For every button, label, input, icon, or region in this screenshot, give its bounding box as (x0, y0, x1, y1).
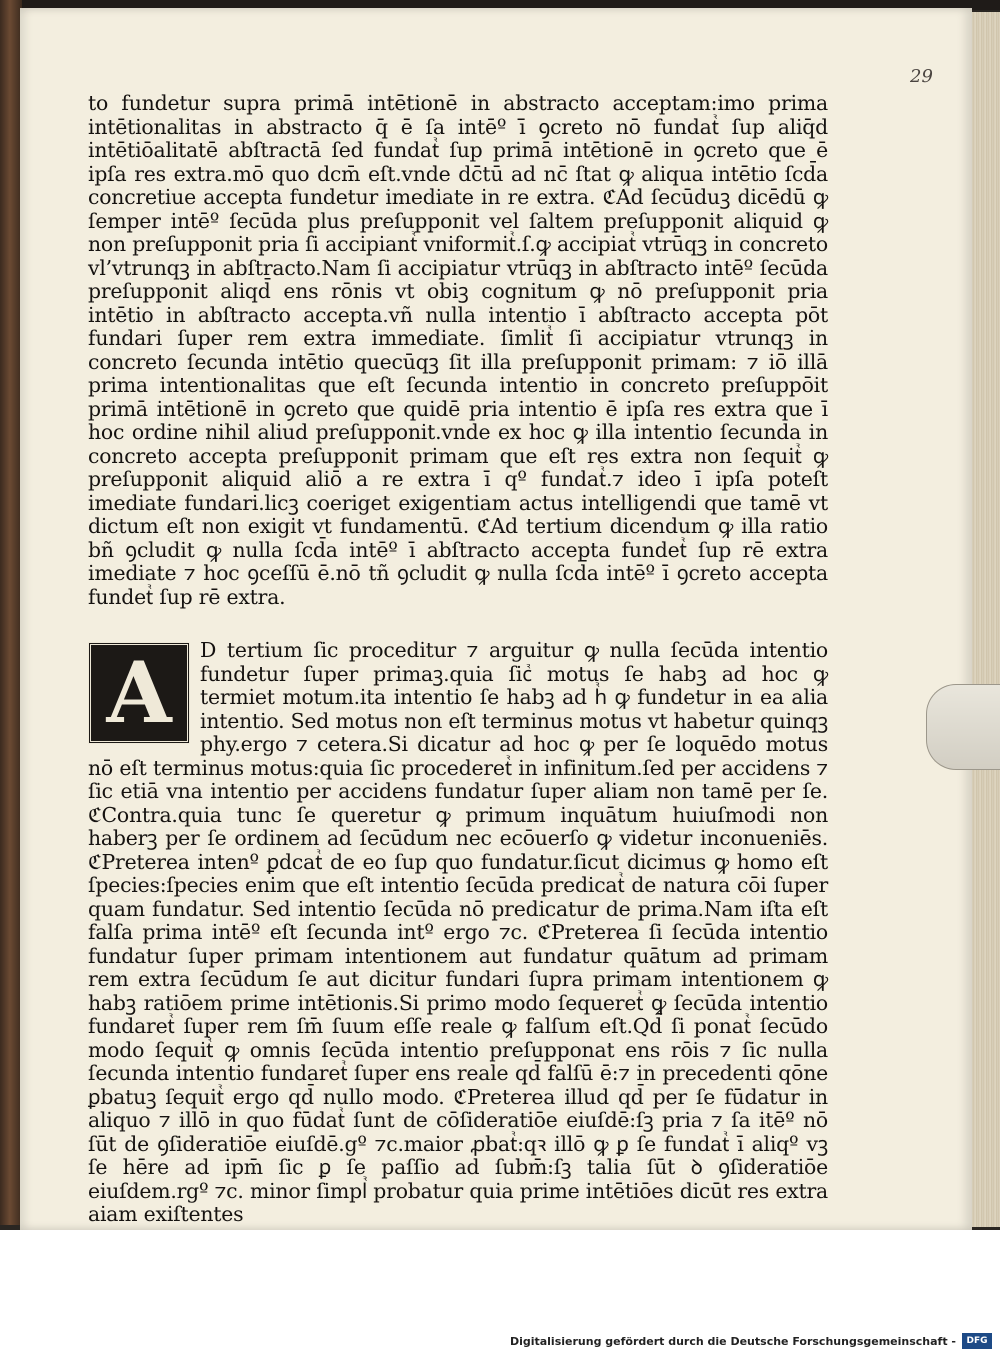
decorated-initial: A (88, 642, 190, 744)
paragraph-2-text: D tertium ſic proceditur ⁊ arguitur ꝙ nulla ſecūda intentio fundetur ſuper primaꝫ.quia ſicᷣ motus ſe habꝫ ad hoc ꝙ termiet motum.ita intentio ſe habꝫ ad hᷣ ꝙ fundetur in ea alia intentio. Sed motus non eſt terminus motus vt habetur quinqꝫ phy.ergo ⁊ cetera.Si dicatur ad hoc ꝙ per ſe loquēdo motus nō eſt terminus motus:quia ſic procederetᷣ in infinitum.ſed per accidens ⁊ ſic etiā vna intentio per accidens fundatur ſuper aliam non tamē per ſe. ℭContra.quia tunc ſe queretur ꝙ primum inquātum huiuſmodi non haberꝫ per ſe ordinem ad ſecūdum nec ecōuerſo ꝙ videtur inconueniēs. ℭPreterea intenº ꝑdcatᷣ de eo ſup quo fundatur.ſicut dicimus ꝙ homo eſt ſpecies:ſpecies enim que eſt intentio ſecūda predicatᷣ de natura cōi ſuper quam fundatur. Sed intentio ſecūda nō predicatur de prima.Nam iſta eſt falſa prima intēº eſt ſecunda intº ergo ⁊c. ℭPreterea ſi ſecūda intentio fundatur ſuper primam intentionem aut fundatur quātum ad primam rem extra ſecūdum ſe aut dicitur fundari ſupra primam intentionem ꝙ habꝫ ratiōem prime intētionis.Si primo modo ſequeretᷣ ꝙ ſecūda intentio fundaretᷣ ſuper rem ſm̄ ſuum eſſe reale ꝙ falſum eſt.Qd̄ ſi ponatᷣ ſecūdo modo ſequitᷣ ꝙ omnis ſecūda intentio preſupponat ens rōis ⁊ ſic nulla ſecunda intentio fundaretᷣ ſuper ens reale qd̄ falſū ē:⁊ in precedenti qōne ꝑbatuꝫ ſequitᷣ ergo qd̄ nullo modo. ℭPreterea illud qd̄ per ſe fūdatur in aliquo ⁊ illō in quo fūdatᷣ ſunt de cōſideratiōe eiuſdē:ſꝫ pria ⁊ ſa itēº nō ſūt de ꝯſideratiōe eiuſdē.gº ⁊c.maior ꝓbatᷣ:qꝛ illō ꝙ ꝑ ſe fundatᷣ ī aliqº vꝫ ſe hēre ad ipm̄ ſic ꝑ ſe paſſio ad ſubm̄:ſꝫ talia ſūt ꝺ ꝯſideratiōe eiuſdem.rgº ⁊c. minor ſimplᷣ probatur quia prime intētiōes dicūt res extra aiam exiſtentes (88, 638, 828, 1226)
paragraph-1: to fundetur supra primā intētionē in abstracto acceptam:imo prima intētionalitas in abstracto q̄ ē ſa intēº ī̄ ꝯcreto nō fundatᷣ ſup aliq̄d intētiōalitatē abſtractā ſed fundatᷣ ſup primā intētionē in ꝯcreto que ē ipſa res extra.mō quo dcm̄ eſt.vnde dc̄tū ad nc̄ ſtat ꝙ aliqua intētio ſcd̄a concretiue accepta fundetur imediate in re extra. ℭAd ſecūduꝫ dicēdū ꝙ ſemper intēº ſecūda plus preſupponit vel ſaltem preſupponit aliquid ꝙ non preſupponit pria ſi accipiantᷣ vniformitᷣ.ſ.ꝙ accipiatᷣ vtrūqꝫ in concreto vl’vtrunqꝫ in abſtracto.Nam ſi accipiatur vtrūqꝫ in abſtracto intēº ſecūda preſupponit aliqd̄ ens rōnis vt obiꝫ cognitum ꝙ nō preſupponit pria intētio in abſtracto accepta.vñ nulla intentio ī abſtracto accepta pōt fundari ſuper rem extra immediate. ſimlitᷣ ſi accipiatur vtrunqꝫ in concreto ſecunda intētio quecūqꝫ ſit illa preſupponit primam: ⁊ iō illā prima intentionalitas que eſt ſecunda intentio in concreto preſuppōit primā intētionē in ꝯcreto que quidē pria intentio ē ipſa res extra que ī hoc ordine nihil aliud preſupponit.vnde ex hoc ꝙ illa intentio ſecunda in concreto accepta preſupponit primam que eſt res extra non ſequitᷣ ꝙ preſupponit aliquid aliō a re extra ī qº fundatᷣ.⁊ ideo ī ipſa poteſt imediate fundari.licꝫ coeriget exigentiam actus intelligendi que tamē vt dictum eſt non exigit vt fundamentū. ℭAd tertium dicendum ꝙ illa ratio bñ ꝯcludit ꝙ nulla ſcd̄a intēº ī abſtracto accepta fundetᷣ ſup rē extra imediate ⁊ hoc ꝯceſſū ē.nō tñ ꝯcludit ꝙ nulla ſcd̄a intēº ī ꝯcreto accepta fundetᷣ ſup rē extra. (88, 91, 828, 609)
book-clasp (926, 684, 1000, 770)
book-spine (0, 0, 22, 1225)
text-block (88, 92, 828, 1227)
digitization-credit: Digitalisierung gefördert durch die Deutsche Forschungsgemeinschaft - (509, 1335, 956, 1348)
dfg-logo-icon: DFG (962, 1333, 992, 1349)
folio-number: 29 (910, 66, 933, 87)
paragraph-2 (88, 639, 828, 1227)
